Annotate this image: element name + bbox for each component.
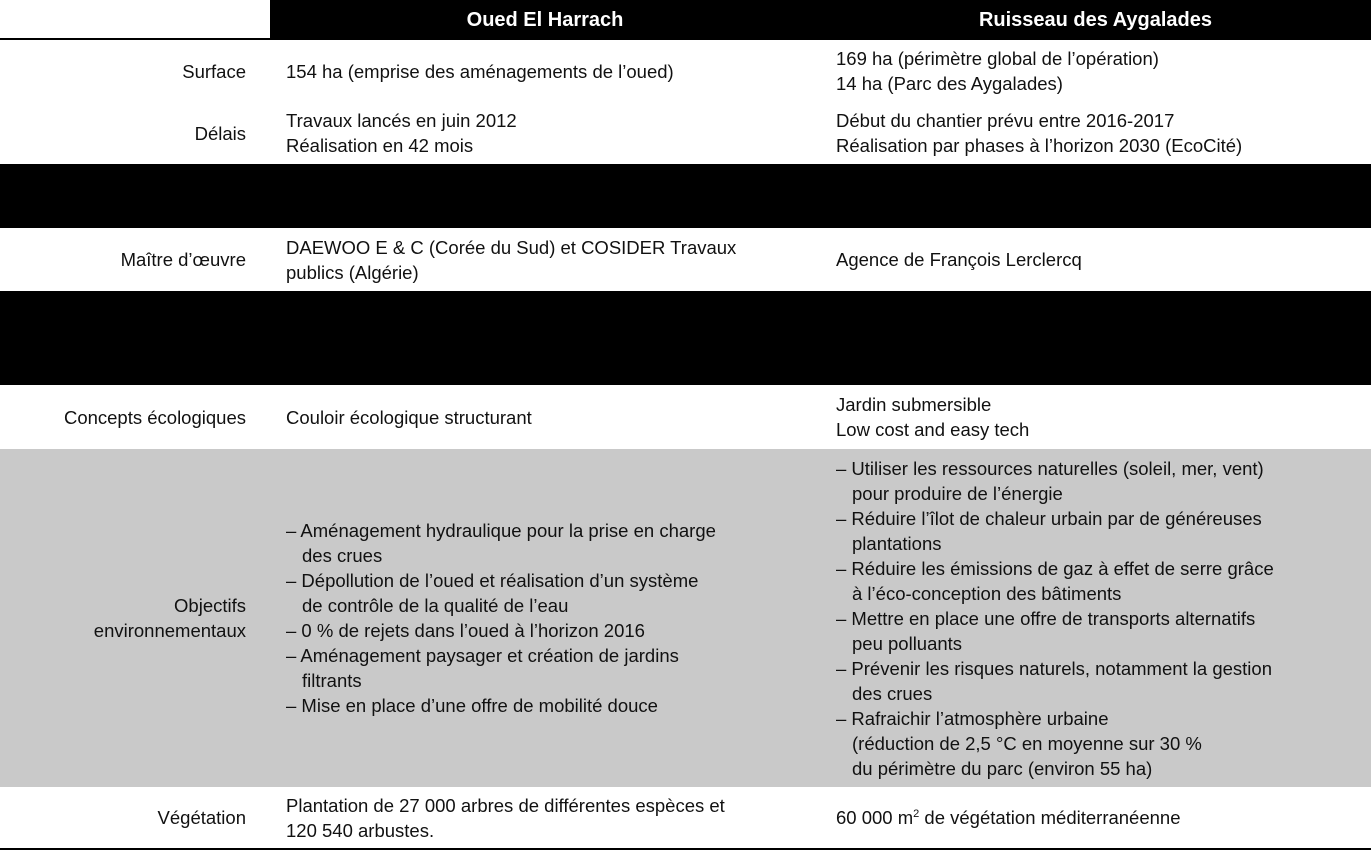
bullet-text: des crues (852, 682, 933, 704)
bullet-text: – Prévenir les risques naturels, notamment la gestion (836, 657, 1272, 679)
cell-text: Agence de François Lerclercq (836, 249, 1082, 270)
cell-text: Plantation de 27 000 arbres de différentes espèces et (286, 794, 725, 816)
row-objectifs-environnementaux (0, 449, 1371, 787)
row-label-delais: Délais (194, 122, 246, 144)
redacted-band (0, 291, 1371, 385)
cell-text: Jardin submersible (836, 394, 992, 415)
cell-text: Réalisation par phases à l’horizon 2030 (EcoCité) (836, 135, 1243, 156)
row-surface (0, 40, 1371, 102)
cell-text: Travaux lancés en juin 2012 (286, 110, 517, 131)
row-concepts-ecologiques (0, 385, 1371, 449)
bullet-text: – Aménagement paysager et création de jardins (286, 645, 679, 666)
bullet-text: (réduction de 2,5 °C en moyenne sur 30 % (852, 732, 1202, 754)
bullet-text: de contrôle de la qualité de l’eau (302, 595, 569, 616)
redacted-band (0, 164, 1371, 228)
row-maitre-doeuvre (0, 228, 1371, 291)
row-label-vegetation: Végétation (157, 807, 246, 828)
bullet-text: du périmètre du parc (environ 55 ha) (852, 757, 1153, 779)
cell-text: publics (Algérie) (286, 261, 419, 283)
cell-text: 169 ha (périmètre global de l’opération) (836, 48, 1159, 69)
bullet-text: – Mettre en place une offre de transports alternatifs (836, 607, 1256, 629)
cell-text: DAEWOO E & C (Corée du Sud) et COSIDER Travaux (286, 236, 737, 258)
row-delais (0, 102, 1371, 164)
cell-text: Début du chantier prévu entre 2016-2017 (836, 110, 1175, 131)
bullet-text: à l’éco-conception des bâtiments (852, 582, 1122, 604)
bullet-text: – Utiliser les ressources naturelles (soleil, mer, vent) (836, 457, 1264, 479)
bullet-text: filtrants (302, 670, 362, 691)
header-empty-cell (0, 0, 270, 40)
cell-text: Réalisation en 42 mois (286, 135, 474, 156)
table-header (0, 0, 1371, 40)
table-bottom-rule (0, 848, 1371, 850)
row-label-concepts-ecologiques: Concepts écologiques (63, 406, 246, 428)
header-ruisseau-des-aygalades: Ruisseau des Aygalades (978, 9, 1213, 31)
cell-text: 120 540 arbustes. (286, 819, 435, 841)
bullet-text: – Aménagement hydraulique pour la prise en charge (286, 520, 716, 541)
bullet-text: – Mise en place d’une offre de mobilité douce (286, 695, 658, 716)
bullet-text: – Rafraichir l’atmosphère urbaine (836, 707, 1109, 729)
bullet-text: peu polluants (852, 632, 963, 654)
cell-text: 14 ha (Parc des Aygalades) (836, 73, 1063, 94)
bullet-text: – Réduire l’îlot de chaleur urbain par de généreuses (836, 507, 1262, 529)
area-exponent: 2 (913, 808, 920, 820)
row-label-line: environnementaux (93, 620, 246, 641)
cell-text: Low cost and easy tech (836, 419, 1030, 440)
bullet-text: – Dépollution de l’oued et réalisation d’un système (286, 570, 699, 591)
area-value: 60 000 m (836, 807, 914, 828)
bullet-text: pour produire de l’énergie (852, 482, 1063, 504)
row-label-maitre-doeuvre: Maître d’œuvre (120, 249, 246, 270)
bullet-text: plantations (852, 532, 942, 554)
row-label-line: Objectifs (174, 595, 246, 616)
cell-text: 154 ha (emprise des aménagements de l’oued) (286, 60, 674, 82)
row-vegetation (0, 787, 1371, 848)
bullet-text: – 0 % de rejets dans l’oued à l’horizon 2016 (286, 620, 645, 641)
cell-text: Couloir écologique structurant (286, 406, 532, 428)
row-label-objectifs (0, 449, 246, 787)
bullet-text: des crues (302, 545, 383, 566)
bullet-text: – Réduire les émissions de gaz à effet de serre grâce (836, 557, 1274, 579)
area-description: de végétation méditerranéenne (919, 807, 1181, 828)
row-label-surface: Surface (182, 60, 246, 82)
cell-text (836, 805, 1181, 830)
header-oued-el-harrach: Oued El Harrach (466, 9, 624, 31)
